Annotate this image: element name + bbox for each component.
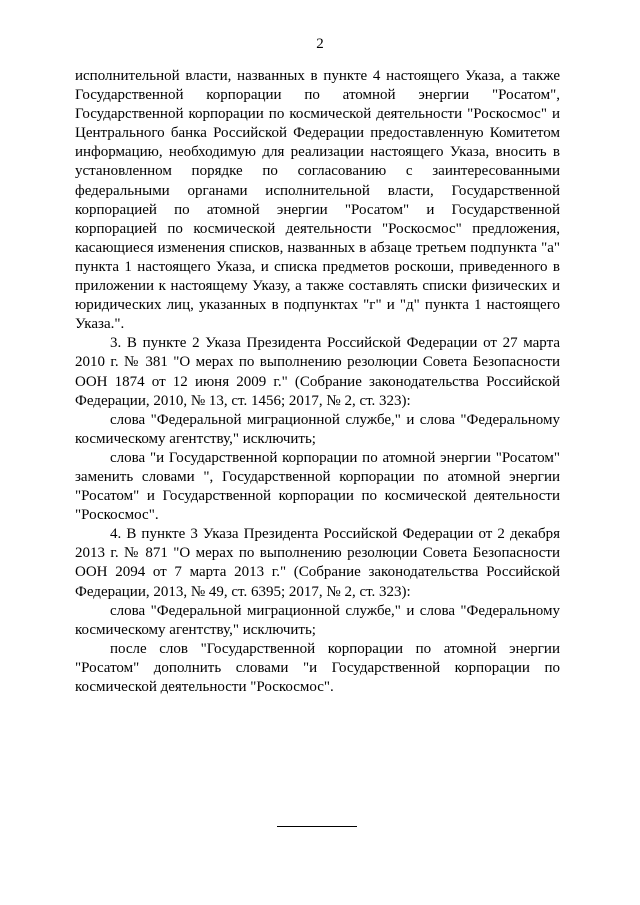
paragraph-item-3-words-replaced: слова "и Государственной корпорации по атомной энергии "Росатом" заменить словами ", Государственной корпорации по атомной энергии "Росатом" и Государственной корпорации по космической деятельности "Роскосмос". <box>75 449 560 524</box>
page-number: 2 <box>316 36 324 52</box>
paragraph-item-4-words-added: после слов "Государственной корпорации по атомной энергии "Росатом" дополнить словами "и Государственной корпорации по космической деятельности "Роскосмос". <box>75 640 560 695</box>
paragraph-item-4-words-excluded: слова "Федеральной миграционной службе," и слова "Федеральному космическому агентству," исключить; <box>75 602 560 638</box>
document-body <box>75 67 560 697</box>
paragraph-continuation: исполнительной власти, названных в пункте 4 настоящего Указа, а также Государственной корпорации по атомной энергии "Росатом", Государственной корпорации по космической деятельности "Роскосмос" и Центрального банка Российской Федерации предоставленную Комитетом информацию, необходимую для реализации настоящего Указа, вносить в установленном порядке по согласованию с заинтересованными федеральными органами исполнительной власти, Государственной корпорацией по атомной энергии "Росатом" и Государственной корпорацией по космической деятельности "Роскосмос" предложения, касающиеся изменения списков, названных в абзаце третьем подпункта "а" пункта 1 настоящего Указа, и списка предметов роскоши, приведенного в приложении к настоящему Указу, а также составлять списки физических и юридических лиц, указанных в подпунктах "г" и "д" пункта 1 настоящего Указа.". <box>75 68 560 333</box>
closing-rule-divider <box>277 826 357 827</box>
paragraph-item-3: 3. В пункте 2 Указа Президента Российской Федерации от 27 марта 2010 г. № 381 "О мерах по выполнению резолюции Совета Безопасности ООН 1874 от 12 июня 2009 г." (Собрание законодательства Российской Федерации, 2010, № 13, ст. 1456; 2017, № 2, ст. 323): <box>75 335 560 409</box>
paragraph-item-3-words-excluded: слова "Федеральной миграционной службе," и слова "Федеральному космическому агентству," исключить; <box>75 411 560 447</box>
paragraph-item-4: 4. В пункте 3 Указа Президента Российской Федерации от 2 декабря 2013 г. № 871 "О мерах по выполнению резолюции Совета Безопасности ООН 2094 от 7 марта 2013 г." (Собрание законодательства Российской Федерации, 2013, № 49, ст. 6395; 2017, № 2, ст. 323): <box>75 526 560 600</box>
